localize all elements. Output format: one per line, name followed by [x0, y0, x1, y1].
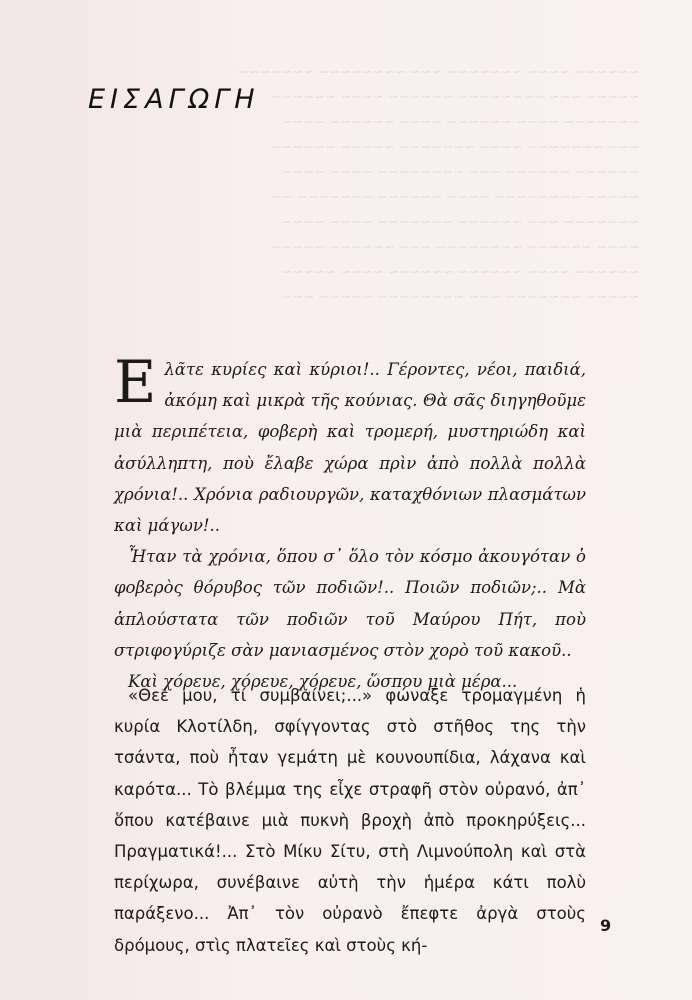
page-number: 9	[600, 916, 612, 935]
italic-introduction	[114, 348, 586, 697]
drop-cap: Ε	[114, 348, 157, 416]
intro-paragraph-1	[114, 348, 586, 541]
body-paragraph-1: «Θεέ μου, τί συμβαίνει;...» φώναξε τρομαγμένη ἡ κυρία Κλοτίλδη, σφίγγοντας στὸ στῆθος της τὴν τσάντα, ποὺ ἦταν γεμάτη μὲ κουνουπίδια, λάχανα καὶ καρότα... Τὸ βλέμμα της εἶχε στραφῆ στὸν οὐρανό, ἀπ᾿ ὅπου κατέβαινε μιὰ πυκνὴ βροχὴ ἀπὸ προκηρύξεις... Πραγματικά!... Στὸ Μίκυ Σίτυ, στὴ Λιμνούπολη καὶ στὰ περίχωρα, συνέβαινε αὐτὴ τὴν ἡμέρα κάτι πολὺ παράξενο... Ἀπ᾿ τὸν οὐρανὸ ἔπεφτε ἀργὰ στοὺς δρόμους, στὶς πλατεῖες καὶ στοὺς κή-	[114, 686, 586, 955]
show-through-texture: ~~~~~~ ~~~~ ~~~~~~~ ~~~ ~~~~~~~~ ~~~~~~~ ~~~~~ ~~~ ~~~~~~~~ ~~~~~~ ~~~~ ~~~~~~ ~~~~~~~ ~~~~ ~~~~~~ ~~~~ ~~~~~~ ~~~~ ~~~ ~~~~~~~ ~~~~ ~~~~~~~ ~~~~~ ~~~~~~ ~~~~~~ ~~~~~~ ~~~ ~~~~~~~~ ~~~~ ~~~~ ~~~~~ ~~~~~~~~ ~~~~ ~~~~~~ ~~~~~~~ ~~ ~~~~~~~ ~~~ ~~~~~~ ~~~~~~~ ~~~~ ~~~~ ~~~~ ~~~~~~ ~~~~~~~~ ~~~ ~~~~~~ ~~~~~ ~~~~~~ ~~~~ ~~~~~~ ~~~~~~ ~~~~ ~~~~~ ~~~~~ ~~~~~~~ ~~~ ~~~~~~~~ ~~~~~ ~~~	[238, 65, 640, 305]
intro-paragraph-1-text: λᾶτε κυρίες καὶ κύριοι!.. Γέροντες, νέοι, παιδιά, ἀκόμη καὶ μικρὰ τῆς κούνιας. Θὰ σᾶς διηγηθοῦμε μιὰ περιπέτεια, φοβερὴ καὶ τρομερή, μυστηριώδη καὶ ἀσύλληπτη, ποὺ ἔλαβε χώρα πρὶν ἀπὸ πολλὰ πολλὰ χρόνια!.. Χρόνια ραδιουργῶν, καταχθόνιων πλασμάτων καὶ μάγων!..	[114, 360, 586, 536]
intro-paragraph-2: Ἦταν τὰ χρόνια, ὅπου σ᾿ ὅλο τὸν κόσμο ἀκουγόταν ὁ φοβερὸς θόρυβος τῶν ποδιῶν!.. Ποιῶν ποδιῶν;.. Μὰ ἁπλούστατα τῶν ποδιῶν τοῦ Μαύρου Πήτ, ποὺ στριφογύριζε σὰν μανιασμένος στὸν χορὸ τοῦ κακοῦ..	[114, 547, 586, 660]
chapter-title: ΕΙΣΑΓΩΓΗ	[88, 84, 260, 115]
body-text	[114, 680, 586, 961]
intro-paragraph-3: Καὶ χόρευε, χόρευε, χόρευε, ὥσπου μιὰ μέρα...	[128, 672, 518, 692]
